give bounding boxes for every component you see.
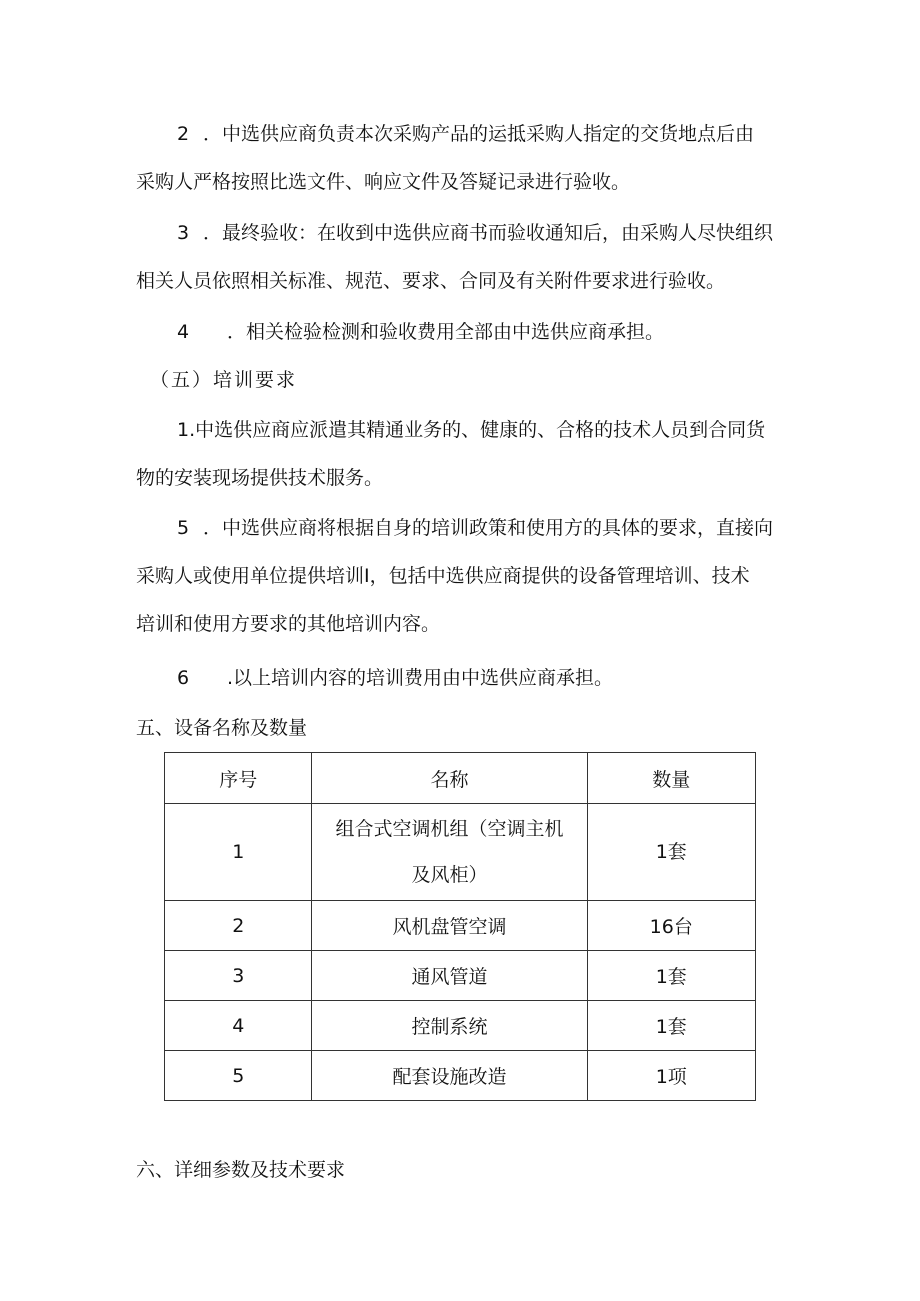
cell-no: 4 xyxy=(165,1001,312,1051)
cell-name: 配套设施改造 xyxy=(312,1051,587,1101)
clause-text: ．中选供应商将根据自身的培训政策和使用方的具体的要求，直接向 xyxy=(203,517,774,539)
training-5-line3: 培训和使用方要求的其他培训内容。 xyxy=(136,613,441,635)
cell-qty: 1套 xyxy=(587,1001,755,1051)
clause-number: 5 xyxy=(177,517,190,539)
clause-3-line2: 相关人员依照相关标准、规范、要求、合同及有关附件要求进行验收。 xyxy=(136,270,726,292)
header-name: 名称 xyxy=(312,753,587,804)
training-5-line1 xyxy=(177,516,773,540)
clause-4-line1 xyxy=(177,320,664,344)
cell-no: 5 xyxy=(165,1051,312,1101)
cell-qty: 16台 xyxy=(587,901,755,951)
cell-qty: 1套 xyxy=(587,951,755,1001)
clause-2-line1 xyxy=(177,122,754,146)
table-row xyxy=(165,1051,756,1101)
training-1-line1: 1.中选供应商应派遣其精通业务的、健康的、合格的技术人员到合同货 xyxy=(177,419,766,441)
cell-name-line2: 及风柜） xyxy=(411,864,488,886)
clause-number: 4 xyxy=(177,321,190,343)
cell-qty: 1项 xyxy=(587,1051,755,1101)
clause-number: 6 xyxy=(177,667,190,689)
clause-number: 3 xyxy=(177,222,190,244)
subheading-training: （五）培训要求 xyxy=(150,369,298,391)
cell-name: 风机盘管空调 xyxy=(312,901,587,951)
clause-3-line1 xyxy=(177,221,773,245)
cell-qty: 1套 xyxy=(587,804,755,901)
training-1-line2: 物的安装现场提供技术服务。 xyxy=(136,467,384,489)
equipment-table xyxy=(164,752,756,1101)
cell-no: 1 xyxy=(165,804,312,901)
section-heading-equipment: 五、设备名称及数量 xyxy=(136,717,308,739)
table-row xyxy=(165,1001,756,1051)
clause-2-line2: 采购人严格按照比选文件、响应文件及答疑记录进行验收。 xyxy=(136,171,631,193)
table-row xyxy=(165,804,756,901)
training-6-line1 xyxy=(177,666,613,690)
table-header-row xyxy=(165,753,756,804)
training-5-line2: 采购人或使用单位提供培训I，包括中选供应商提供的设备管理培训、技术 xyxy=(136,565,750,587)
clause-text: ．最终验收：在收到中选供应商书而验收通知后，由采购人尽快组织 xyxy=(203,222,774,244)
cell-name: 通风管道 xyxy=(312,951,587,1001)
cell-name: 控制系统 xyxy=(312,1001,587,1051)
header-no: 序号 xyxy=(165,753,312,804)
cell-no: 2 xyxy=(165,901,312,951)
cell-name-line1: 组合式空调机组（空调主机 xyxy=(335,818,564,840)
cell-name xyxy=(312,804,587,901)
clause-text: ．相关检验检测和验收费用全部由中选供应商承担。 xyxy=(227,321,665,343)
section-heading-specs: 六、详细参数及技术要求 xyxy=(136,1159,346,1181)
cell-no: 3 xyxy=(165,951,312,1001)
table-row xyxy=(165,901,756,951)
table-row xyxy=(165,951,756,1001)
header-qty: 数量 xyxy=(587,753,755,804)
clause-number: 2 xyxy=(177,123,190,145)
clause-text: ．中选供应商负责本次采购产品的运抵采购人指定的交货地点后由 xyxy=(203,123,755,145)
clause-text: .以上培训内容的培训费用由中选供应商承担。 xyxy=(227,667,614,689)
